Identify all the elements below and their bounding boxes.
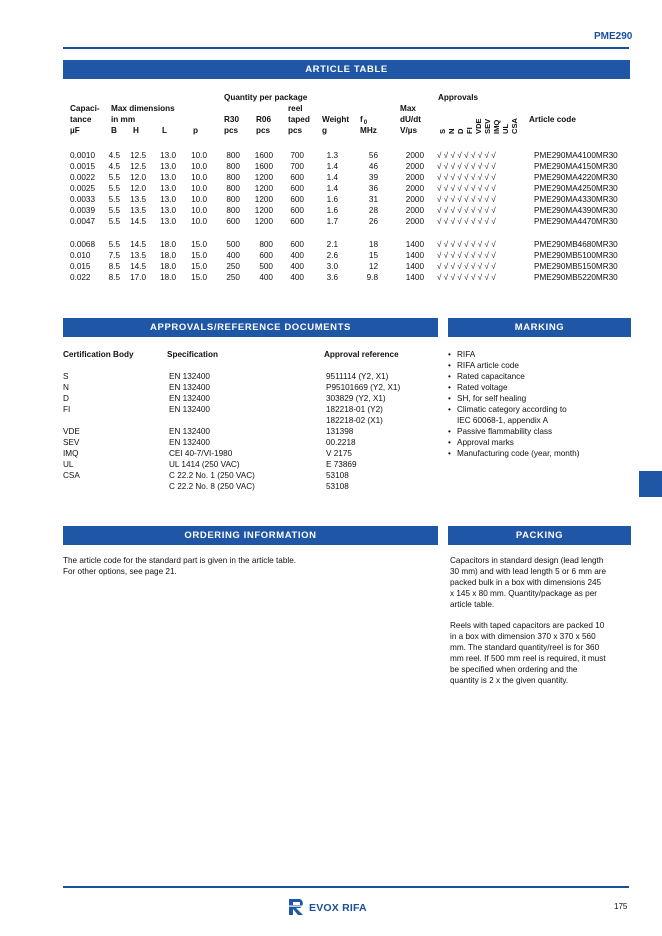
cell-p: 10.0 bbox=[191, 162, 207, 171]
cell-weight: 1.7 bbox=[326, 217, 338, 226]
approvals-cell-body: S bbox=[63, 372, 69, 381]
approvals-cell-body: IMQ bbox=[63, 449, 79, 458]
cell-r06: 400 bbox=[259, 273, 273, 282]
cell-weight: 1.4 bbox=[326, 173, 338, 182]
marking-list bbox=[448, 349, 579, 459]
cell-r06: 1200 bbox=[254, 217, 273, 226]
cell-reel: 700 bbox=[290, 151, 304, 160]
dim-head-b: B bbox=[111, 126, 117, 135]
cell-r30: 400 bbox=[226, 251, 240, 260]
weight-head-2: g bbox=[322, 126, 328, 135]
marking-item: • Rated voltage bbox=[448, 383, 508, 392]
approvals-ref-header: Approval reference bbox=[324, 350, 399, 359]
cell-r06: 1200 bbox=[254, 206, 273, 215]
cell-H: 12.5 bbox=[130, 151, 146, 160]
cell-p: 10.0 bbox=[191, 206, 207, 215]
cell-f0: 56 bbox=[368, 151, 378, 160]
cell-dudt: 2000 bbox=[405, 217, 424, 226]
cell-r06: 1600 bbox=[254, 151, 273, 160]
cell-L: 13.0 bbox=[160, 206, 176, 215]
cell-p: 15.0 bbox=[191, 273, 207, 282]
cell-B: 4.5 bbox=[108, 162, 120, 171]
approval-head-n: N bbox=[447, 128, 456, 134]
approvals-cell-ref: 303829 (Y2, X1) bbox=[326, 394, 386, 403]
cell-B: 5.5 bbox=[108, 240, 120, 249]
r30-head-2: pcs bbox=[224, 126, 239, 135]
r30-head-1: R30 bbox=[224, 115, 240, 124]
cell-L: 13.0 bbox=[160, 195, 176, 204]
approval-head-csa: CSA bbox=[510, 117, 519, 134]
cell-code: PME290MA4470MR30 bbox=[534, 217, 618, 226]
cell-r30: 250 bbox=[226, 262, 240, 271]
cell-code: PME290MA4220MR30 bbox=[534, 173, 618, 182]
marking-item: • Rated capacitance bbox=[448, 372, 525, 381]
cell-r30: 800 bbox=[226, 173, 240, 182]
cell-L: 13.0 bbox=[160, 184, 176, 193]
cell-B: 5.5 bbox=[108, 184, 120, 193]
approvals-spec-header: Specification bbox=[167, 350, 218, 359]
cell-B: 5.5 bbox=[108, 173, 120, 182]
bullet-icon: • bbox=[448, 361, 451, 370]
cell-code: PME290MA4330MR30 bbox=[534, 195, 618, 204]
cell-dudt: 2000 bbox=[405, 184, 424, 193]
approvals-cell-spec: EN 132400 bbox=[169, 372, 210, 381]
approval-head-d: D bbox=[456, 128, 465, 134]
cell-reel: 700 bbox=[290, 162, 304, 171]
cell-r06: 1200 bbox=[254, 184, 273, 193]
packing-title: PACKING bbox=[448, 526, 631, 545]
cell-L: 13.0 bbox=[160, 151, 176, 160]
footer-rule bbox=[63, 886, 629, 888]
approvals-cell-spec: EN 132400 bbox=[169, 383, 210, 392]
bullet-icon: • bbox=[448, 449, 451, 458]
cell-p: 10.0 bbox=[191, 151, 207, 160]
packing-paragraph-2: Reels with taped capacitors are packed 10 in a box with dimension 370 x 370 x 560 mm. The standard quantity/reel is for 360 mm reel. If 500 mm reel is required, it must be specified when ordering and the quantity is 2 x the given quantity. bbox=[450, 621, 606, 685]
marking-item-continuation: IEC 60068-1, appendix A bbox=[457, 416, 549, 425]
approvals-cell-ref: V 2175 bbox=[326, 449, 352, 458]
cell-f0: 39 bbox=[368, 173, 378, 182]
cell-dudt: 2000 bbox=[405, 151, 424, 160]
approvals-cell-body: FI bbox=[63, 405, 71, 414]
cell-L: 13.0 bbox=[160, 173, 176, 182]
approval-head-ul: UL bbox=[501, 123, 510, 134]
cell-p: 10.0 bbox=[191, 195, 207, 204]
cell-weight: 3.6 bbox=[326, 273, 338, 282]
cell-r06: 1600 bbox=[254, 162, 273, 171]
approvals-cell-ref: 131398 bbox=[326, 427, 354, 436]
cap-head-3: µF bbox=[70, 126, 80, 135]
approvals-cell-ref: 9511114 (Y2, X1) bbox=[326, 372, 389, 381]
cell-reel: 600 bbox=[290, 217, 304, 226]
quantity-group-header: Quantity per package bbox=[224, 93, 308, 102]
cell-code: PME290MA4150MR30 bbox=[534, 162, 618, 171]
cell-r06: 1200 bbox=[254, 195, 273, 204]
cell-p: 10.0 bbox=[191, 184, 207, 193]
side-index-tab bbox=[639, 471, 662, 497]
dudt-head-3: V/µs bbox=[400, 126, 418, 135]
cell-f0: 28 bbox=[368, 206, 378, 215]
approval-head-fi: FI bbox=[465, 127, 474, 134]
approvals-cell-ref: 00.2218 bbox=[326, 438, 356, 447]
cell-code: PME290MA4100MR30 bbox=[534, 151, 618, 160]
cell-reel: 600 bbox=[290, 206, 304, 215]
cell-checks: √√√√√√√√√ bbox=[437, 262, 499, 271]
cell-H: 17.0 bbox=[130, 273, 146, 282]
cell-f0: 26 bbox=[368, 217, 378, 226]
marking-item: • RIFA bbox=[448, 350, 476, 359]
cell-checks: √√√√√√√√√ bbox=[437, 240, 499, 249]
cell-code: PME290MB4680MR30 bbox=[534, 240, 618, 249]
cell-r06: 600 bbox=[259, 251, 273, 260]
cell-r30: 500 bbox=[226, 240, 240, 249]
cell-checks: √√√√√√√√√ bbox=[437, 217, 499, 226]
reel-head-3: pcs bbox=[288, 126, 303, 135]
cell-weight: 1.4 bbox=[326, 184, 338, 193]
approvals-body-header: Certification Body bbox=[63, 350, 134, 359]
approvals-cell-spec: C 22.2 No. 8 (250 VAC) bbox=[169, 482, 255, 491]
cell-dudt: 1400 bbox=[405, 251, 424, 260]
cell-r30: 250 bbox=[226, 273, 240, 282]
cell-weight: 1.6 bbox=[326, 195, 338, 204]
header-rule bbox=[63, 47, 629, 49]
cell-weight: 2.6 bbox=[326, 251, 338, 260]
approvals-cell-body: CSA bbox=[63, 471, 80, 480]
marking-item: • SH, for self healing bbox=[448, 394, 527, 403]
reel-head-1: reel bbox=[288, 104, 303, 113]
cell-r30: 600 bbox=[226, 217, 240, 226]
cell-reel: 600 bbox=[290, 240, 304, 249]
cell-f0: 9.8 bbox=[366, 273, 378, 282]
approvals-cell-ref: 182218-01 (Y2) bbox=[326, 405, 383, 414]
approvals-cell-body: VDE bbox=[63, 427, 80, 436]
f0-head-2: MHz bbox=[360, 126, 377, 135]
dim-head-l: L bbox=[162, 126, 168, 135]
cell-cap: 0.015 bbox=[70, 262, 91, 271]
cell-p: 10.0 bbox=[191, 173, 207, 182]
cell-dudt: 1400 bbox=[405, 240, 424, 249]
bullet-icon: • bbox=[448, 438, 451, 447]
cell-dudt: 2000 bbox=[405, 206, 424, 215]
weight-head-1: Weight bbox=[322, 115, 350, 124]
cell-B: 8.5 bbox=[108, 273, 120, 282]
cell-r06: 1200 bbox=[254, 173, 273, 182]
cell-H: 13.5 bbox=[130, 251, 146, 260]
cell-L: 18.0 bbox=[160, 240, 176, 249]
f0-head-symbol: f bbox=[360, 115, 363, 124]
cell-dudt: 1400 bbox=[405, 262, 424, 271]
cell-cap: 0.0033 bbox=[70, 195, 96, 204]
f0-head-subscript: 0 bbox=[363, 120, 368, 126]
cell-B: 8.5 bbox=[108, 262, 120, 271]
article-table-title: ARTICLE TABLE bbox=[63, 60, 630, 79]
approvals-cell-ref: 182218-02 (X1) bbox=[326, 416, 383, 425]
cell-cap: 0.0068 bbox=[70, 240, 96, 249]
cell-r06: 800 bbox=[259, 240, 273, 249]
cell-H: 12.5 bbox=[130, 162, 146, 171]
cell-r30: 800 bbox=[226, 195, 240, 204]
ordering-line-2: For other options, see page 21. bbox=[63, 567, 177, 576]
cell-L: 18.0 bbox=[160, 262, 176, 271]
marking-title: MARKING bbox=[448, 318, 631, 337]
cell-checks: √√√√√√√√√ bbox=[437, 195, 499, 204]
cell-checks: √√√√√√√√√ bbox=[437, 206, 499, 215]
cell-checks: √√√√√√√√√ bbox=[437, 184, 499, 193]
approval-head-vde: VDE bbox=[474, 118, 483, 134]
marking-item: • RIFA article code bbox=[448, 361, 519, 370]
approvals-cell-ref: P95101669 (Y2, X1) bbox=[326, 383, 401, 392]
bullet-icon: • bbox=[448, 394, 451, 403]
cell-B: 4.5 bbox=[108, 151, 120, 160]
dim-head-p: p bbox=[193, 126, 199, 135]
approvals-cell-ref: E 73869 bbox=[326, 460, 357, 469]
cell-p: 15.0 bbox=[191, 240, 207, 249]
cell-f0: 15 bbox=[368, 251, 378, 260]
approval-head-sev: SEV bbox=[483, 118, 492, 134]
dudt-head-1: Max bbox=[400, 104, 416, 113]
approvals-cell-spec: EN 132400 bbox=[169, 405, 210, 414]
cell-dudt: 2000 bbox=[405, 173, 424, 182]
cell-B: 5.5 bbox=[108, 195, 120, 204]
r06-head-1: R06 bbox=[256, 115, 272, 124]
dudt-head-2: dU/dt bbox=[400, 115, 421, 124]
cell-f0: 31 bbox=[368, 195, 378, 204]
approvals-cell-spec: CEI 40-7/VI-1980 bbox=[169, 449, 233, 458]
cell-checks: √√√√√√√√√ bbox=[437, 151, 499, 160]
cell-reel: 600 bbox=[290, 173, 304, 182]
cell-L: 18.0 bbox=[160, 251, 176, 260]
dim-head-h: H bbox=[133, 126, 139, 135]
cell-f0: 46 bbox=[368, 162, 378, 171]
cell-cap: 0.0022 bbox=[70, 173, 96, 182]
ordering-title: ORDERING INFORMATION bbox=[63, 526, 438, 545]
cell-L: 13.0 bbox=[160, 162, 176, 171]
approvals-cell-spec: EN 132400 bbox=[169, 427, 210, 436]
dim-head-1: Max dimensions bbox=[111, 104, 175, 113]
approvals-cell-body: N bbox=[63, 383, 69, 392]
series-code: PME290 bbox=[594, 31, 633, 42]
cell-code: PME290MB5150MR30 bbox=[534, 262, 618, 271]
cell-checks: √√√√√√√√√ bbox=[437, 273, 499, 282]
approvals-cell-ref: 53108 bbox=[326, 482, 349, 491]
cell-H: 13.5 bbox=[130, 195, 146, 204]
cell-f0: 36 bbox=[368, 184, 378, 193]
cell-H: 13.5 bbox=[130, 206, 146, 215]
evox-rifa-logo-icon bbox=[288, 898, 306, 921]
cell-reel: 600 bbox=[290, 184, 304, 193]
brand-name: EVOX RIFA bbox=[309, 902, 367, 914]
cell-H: 12.0 bbox=[130, 173, 146, 182]
cell-reel: 400 bbox=[290, 262, 304, 271]
cell-L: 13.0 bbox=[160, 217, 176, 226]
cell-checks: √√√√√√√√√ bbox=[437, 251, 499, 260]
cell-dudt: 2000 bbox=[405, 162, 424, 171]
cell-cap: 0.010 bbox=[70, 251, 91, 260]
cell-r30: 800 bbox=[226, 206, 240, 215]
cell-H: 14.5 bbox=[130, 240, 146, 249]
cell-H: 14.5 bbox=[130, 217, 146, 226]
bullet-icon: • bbox=[448, 405, 451, 414]
approvals-group-header: Approvals bbox=[438, 93, 479, 102]
cell-p: 15.0 bbox=[191, 251, 207, 260]
cell-f0: 12 bbox=[368, 262, 378, 271]
cap-head-1: Capaci- bbox=[70, 104, 100, 113]
cell-code: PME290MA4390MR30 bbox=[534, 206, 618, 215]
cell-H: 12.0 bbox=[130, 184, 146, 193]
cell-cap: 0.0010 bbox=[70, 151, 96, 160]
cell-cap: 0.0015 bbox=[70, 162, 96, 171]
cell-code: PME290MB5100MR30 bbox=[534, 251, 618, 260]
approvals-cell-spec: EN 132400 bbox=[169, 438, 210, 447]
bullet-icon: • bbox=[448, 427, 451, 436]
cell-r30: 800 bbox=[226, 162, 240, 171]
cell-cap: 0.0047 bbox=[70, 217, 96, 226]
cell-weight: 1.4 bbox=[326, 162, 338, 171]
cell-B: 7.5 bbox=[108, 251, 120, 260]
approvals-cell-spec: UL 1414 (250 VAC) bbox=[169, 460, 240, 469]
cell-cap: 0.022 bbox=[70, 273, 91, 282]
cell-r30: 800 bbox=[226, 184, 240, 193]
bullet-icon: • bbox=[448, 350, 451, 359]
approvals-cell-body: SEV bbox=[63, 438, 80, 447]
approval-head-imq: IMQ bbox=[492, 119, 501, 134]
cell-p: 10.0 bbox=[191, 217, 207, 226]
cell-r06: 500 bbox=[259, 262, 273, 271]
cell-weight: 1.3 bbox=[326, 151, 338, 160]
cap-head-2: tance bbox=[70, 115, 92, 124]
approvals-cell-spec: EN 132400 bbox=[169, 394, 210, 403]
cell-p: 15.0 bbox=[191, 262, 207, 271]
cell-reel: 400 bbox=[290, 273, 304, 282]
cell-weight: 2.1 bbox=[326, 240, 338, 249]
dim-head-2: in mm bbox=[111, 115, 136, 124]
cell-weight: 3.0 bbox=[326, 262, 338, 271]
cell-reel: 400 bbox=[290, 251, 304, 260]
packing-paragraph-1: Capacitors in standard design (lead length 30 mm) and with lead length 5 or 6 mm are packed bulk in a box with dimensions 245 x 145 x 80 mm. Quantity/package as per article table. bbox=[450, 556, 607, 609]
bullet-icon: • bbox=[448, 372, 451, 381]
ordering-line-1: The article code for the standard part is given in the article table. bbox=[63, 556, 297, 565]
r06-head-2: pcs bbox=[256, 126, 271, 135]
marking-item: • Passive flammability class bbox=[448, 427, 553, 436]
cell-code: PME290MB5220MR30 bbox=[534, 273, 618, 282]
cell-H: 14.5 bbox=[130, 262, 146, 271]
cell-r30: 800 bbox=[226, 151, 240, 160]
marking-item: • Manufacturing code (year, month) bbox=[448, 449, 580, 458]
article-code-head: Article code bbox=[529, 115, 576, 124]
cell-cap: 0.0025 bbox=[70, 184, 96, 193]
cell-reel: 600 bbox=[290, 195, 304, 204]
marking-item: • Climatic category according to IEC 60068-1, appendix A bbox=[448, 405, 567, 425]
cell-dudt: 1400 bbox=[405, 273, 424, 282]
cell-code: PME290MA4250MR30 bbox=[534, 184, 618, 193]
approvals-cell-body: D bbox=[63, 394, 69, 403]
cell-checks: √√√√√√√√√ bbox=[437, 173, 499, 182]
cell-L: 18.0 bbox=[160, 273, 176, 282]
reel-head-2: taped bbox=[288, 115, 310, 124]
cell-weight: 1.6 bbox=[326, 206, 338, 215]
cell-cap: 0.0039 bbox=[70, 206, 96, 215]
approval-head-s: S bbox=[438, 128, 447, 134]
cell-f0: 18 bbox=[368, 240, 378, 249]
cell-B: 5.5 bbox=[108, 217, 120, 226]
cell-B: 5.5 bbox=[108, 206, 120, 215]
bullet-icon: • bbox=[448, 383, 451, 392]
approvals-cell-body: UL bbox=[63, 460, 74, 469]
cell-checks: √√√√√√√√√ bbox=[437, 162, 499, 171]
approvals-title: APPROVALS/REFERENCE DOCUMENTS bbox=[63, 318, 438, 337]
approvals-cell-ref: 53108 bbox=[326, 471, 349, 480]
page-number: 175 bbox=[614, 902, 628, 911]
marking-item: • Approval marks bbox=[448, 438, 514, 447]
cell-dudt: 2000 bbox=[405, 195, 424, 204]
approvals-cell-spec: C 22.2 No. 1 (250 VAC) bbox=[169, 471, 255, 480]
